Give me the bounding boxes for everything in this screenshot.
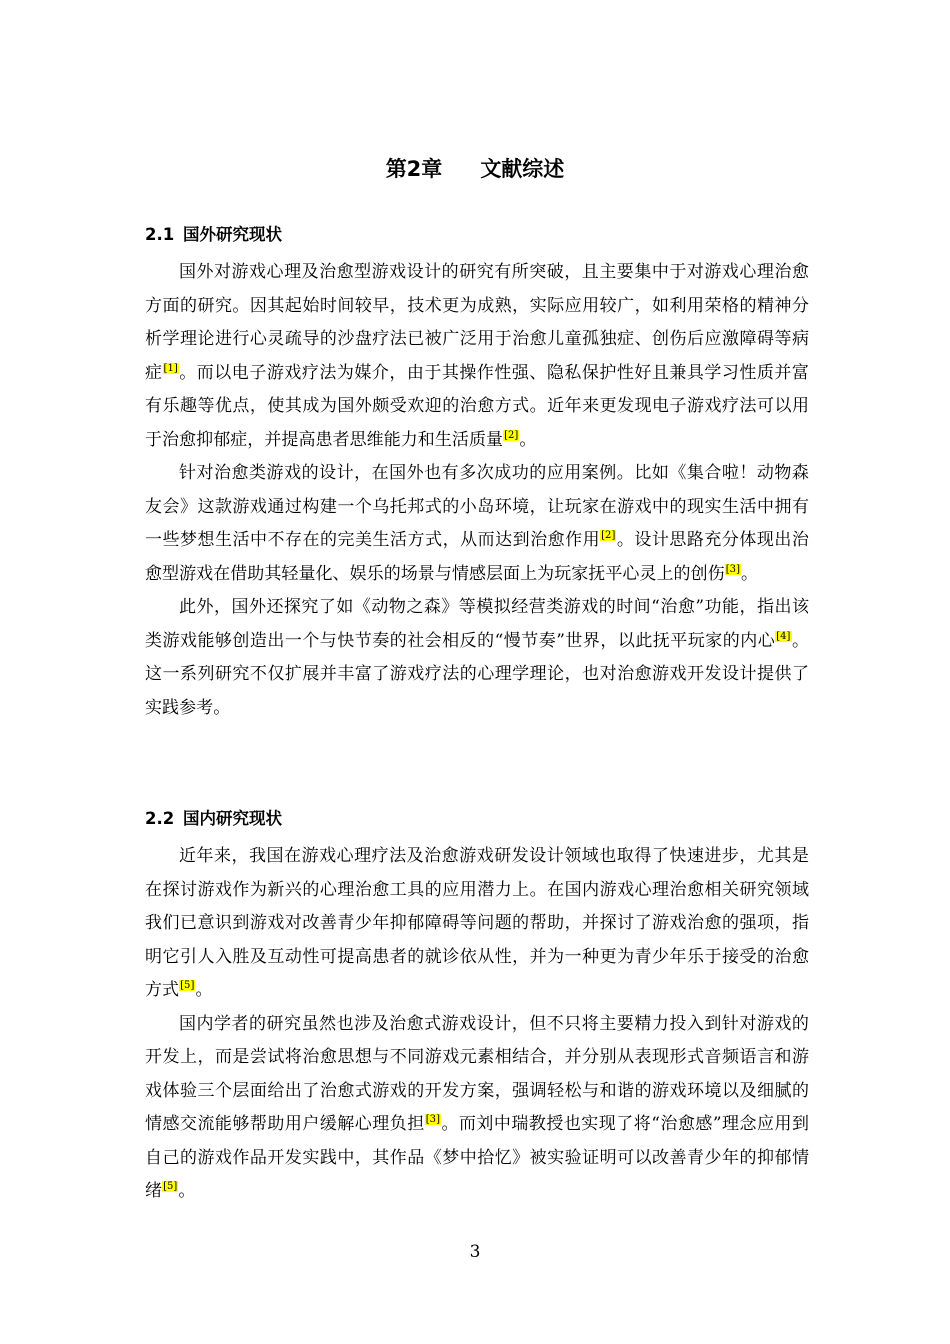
citation-marker: [5]	[163, 1181, 178, 1192]
section-title: 国外研究现状	[183, 225, 282, 244]
paragraph	[145, 457, 809, 591]
paragraph-text: 。	[741, 563, 759, 584]
section-heading	[145, 222, 809, 248]
paragraph-text: 。	[195, 980, 213, 1000]
paragraph	[145, 840, 809, 1008]
paragraph-text: 。设计思路充分体现出治愈型游戏在借助其轻量化、娱乐的场景与情感层面上为玩家抚平心灵上的创伤	[145, 530, 809, 584]
paragraph-text: 此外，国外还探究了如《动物之森》等模拟经营类游戏的时间“治愈”功能，指出该类游戏能够创造出一个与快节奏的社会相反的“慢节奏”世界，以此抚平玩家的内心	[145, 597, 809, 651]
section-title: 国内研究现状	[183, 809, 282, 828]
paragraph-text: 。	[178, 1181, 196, 1201]
paragraph-text: 国外对游戏心理及治愈型游戏设计的研究有所突破，且主要集中于对游戏心理治愈方面的研究。因其起始时间较早，技术更为成熟，实际应用较广，如利用荣格的精神分析学理论进行心灵疏导的沙盘疗法已被广泛用于治愈儿童孤独症、创伤后应激障碍等病症	[145, 262, 809, 383]
paragraph-text: 。	[519, 429, 537, 450]
paragraph-text: 近年来，我国在游戏心理疗法及治愈游戏研发设计领域也取得了快速进步，尤其是在探讨游戏作为新兴的心理治愈工具的应用潜力上。在国内游戏心理治愈相关研究领域我们已意识到游戏对改善青少年抑郁障碍等问题的帮助，并探讨了游戏治愈的强项，指明它引人入胜及互动性可提高患者的就诊依从性，并为一种更为青少年乐于接受的治愈方式	[145, 846, 809, 1000]
section-2-1	[145, 222, 809, 725]
citation-marker: [2]	[601, 530, 616, 541]
chapter-label: 第2章	[385, 157, 443, 181]
paragraph-text: 国内学者的研究虽然也涉及治愈式游戏设计，但不只将主要精力投入到针对游戏的开发上，而是尝试将治愈思想与不同游戏元素相结合，并分别从表现形式音频语言和游戏体验三个层面给出了治愈式游戏的开发方案，强调轻松与和谐的游戏环境以及细腻的情感交流能够帮助用户缓解心理负担	[145, 1013, 809, 1134]
chapter-name: 文献综述	[480, 157, 565, 181]
citation-marker: [2]	[504, 429, 519, 441]
section-number: 2.1	[145, 225, 175, 244]
section-body	[145, 256, 809, 725]
section-body	[145, 840, 809, 1209]
paragraph-text: 。这一系列研究不仅扩展并丰富了游戏疗法的心理学理论，也对治愈游戏开发设计提供了实践参考。	[145, 630, 809, 718]
paragraph-text: 。而以电子游戏疗法为媒介，由于其操作性强、隐私保护性好且兼具学习性质并富有乐趣等优点，使其成为国外颇受欢迎的治愈方式。近年来更发现电子游戏疗法可以用于治愈抑郁症，并提高患者思维能力和生活质量	[145, 362, 809, 450]
paragraph	[145, 591, 809, 725]
section-heading	[145, 806, 809, 832]
paragraph	[145, 1008, 809, 1209]
citation-marker: [5]	[180, 980, 195, 991]
paragraph-text: 。而刘中瑞教授也实现了将“治愈感”理念应用到自己的游戏作品开发实践中，其作品《梦中拾忆》被实验证明可以改善青少年的抑郁情绪	[145, 1114, 809, 1201]
citation-marker: [4]	[776, 630, 791, 642]
paragraph	[145, 256, 809, 457]
citation-marker: [3]	[425, 1114, 441, 1125]
paragraph-text: 针对治愈类游戏的设计，在国外也有多次成功的应用案例。比如《集合啦！动物森友会》这款游戏通过构建一个乌托邦式的小岛环境，让玩家在游戏中的现实生活中拥有一些梦想生活中不存在的完美生活方式，从而达到治愈作用	[145, 463, 809, 550]
citation-marker: [3]	[725, 563, 741, 575]
page-number: 3	[469, 1242, 481, 1262]
chapter-title	[0, 154, 950, 184]
citation-marker: [1]	[163, 362, 178, 374]
section-2-2	[145, 806, 809, 1209]
section-number: 2.2	[145, 809, 175, 828]
